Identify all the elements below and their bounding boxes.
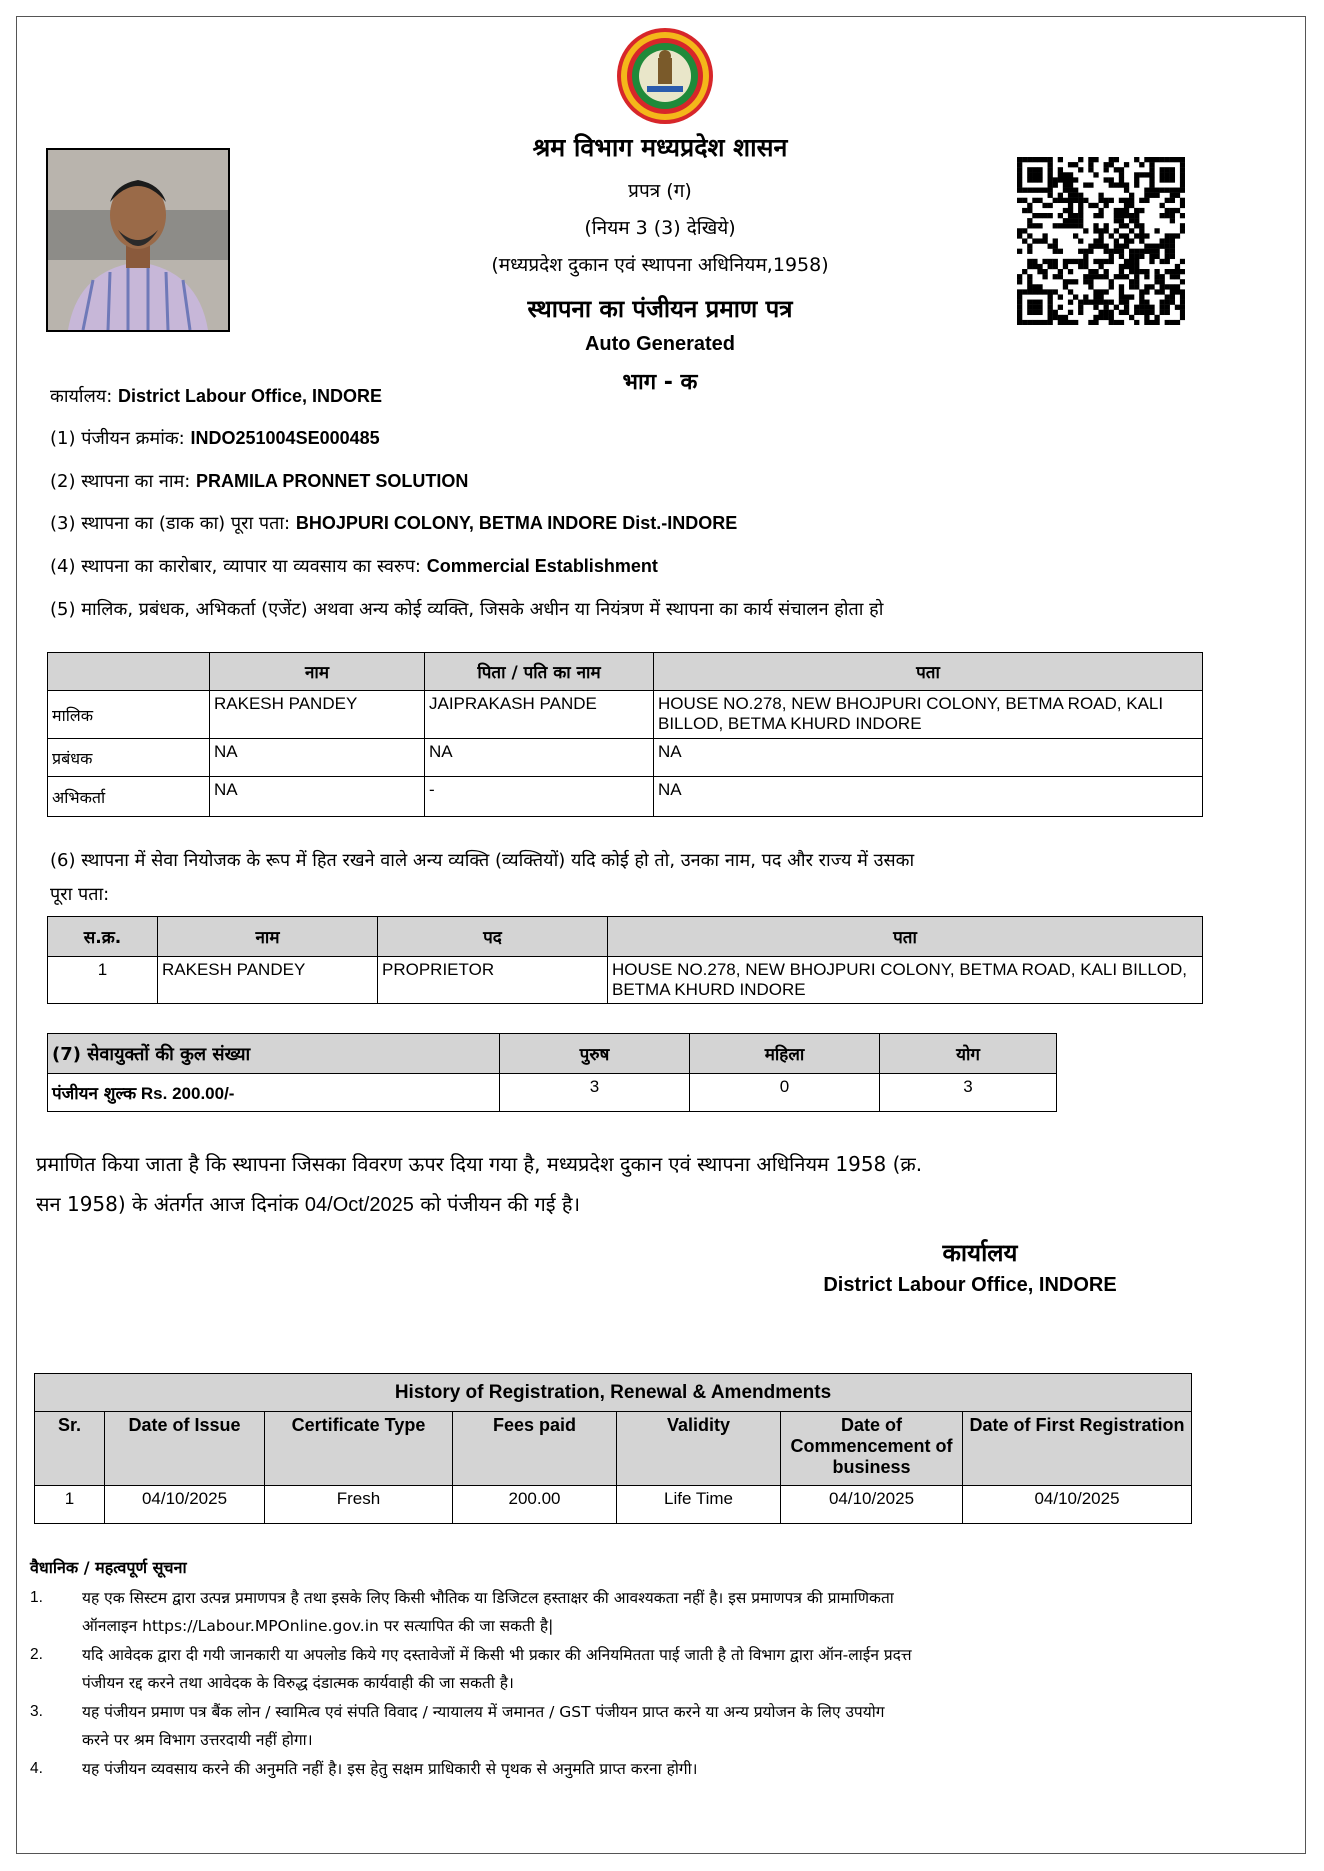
rule-reference: (नियम 3 (3) देखिये) — [584, 217, 736, 239]
registration-date: 04/Oct/2025 — [304, 1194, 414, 1216]
field-address — [50, 511, 737, 535]
notice-line: पंजीयन रद्द करने तथा आवेदक के विरुद्ध दंडात्मक कार्यवाही की जा सकती है। — [82, 1674, 514, 1692]
column-header: योग — [880, 1034, 1057, 1074]
notice-title: वैधानिक / महत्वपूर्ण सूचना — [30, 1558, 187, 1577]
column-header: पुरुष — [500, 1034, 690, 1074]
field-value: INDO251004SE000485 — [190, 428, 380, 448]
mp-government-emblem — [610, 26, 720, 126]
total-count: 3 — [880, 1074, 1057, 1112]
notice-text — [82, 1698, 1212, 1754]
department-title: श्रम विभाग मध्यप्रदेश शासन — [532, 133, 788, 162]
table-cell: Fresh — [265, 1486, 453, 1524]
field-responsible-persons — [50, 597, 883, 621]
form-number: प्रपत्र (ग) — [628, 180, 692, 202]
field-value: Commercial Establishment — [426, 556, 658, 576]
certificate-title: स्थापना का पंजीयन प्रमाण पत्र — [527, 295, 793, 323]
table-cell: RAKESH PANDEY — [158, 957, 378, 1004]
notice-line: यह पंजीयन प्रमाण पत्र बैंक लोन / स्वामित्व एवं संपति विवाद / न्यायालय में जमानत / GST पंजीयन प्राप्त करने या अन्य प्रयोजन के लिए उपयोग — [82, 1703, 885, 1721]
notice-item — [30, 1755, 1230, 1785]
field-label: (3) स्थापना का (डाक का) पूरा पता: — [50, 513, 291, 534]
column-header: नाम — [158, 917, 378, 957]
field-business-type — [50, 554, 658, 578]
certification-text: को पंजीयन की गई है। — [413, 1192, 581, 1216]
column-header: Date of Issue — [105, 1412, 265, 1486]
notice-line: यदि आवेदक द्वारा दी गयी जानकारी या अपलोड किये गए दस्तावेजों में किसी भी प्रकार की अनियमितता पाई जाती है तो विभाग द्वारा ऑन-लाईन प्रदत्त — [82, 1646, 912, 1664]
table-cell: NA — [654, 739, 1203, 777]
office-label: कार्यालय: — [50, 386, 113, 407]
column-header — [48, 653, 210, 691]
act-reference: (मध्यप्रदेश दुकान एवं स्थापना अधिनियम,1958) — [491, 254, 829, 276]
certification-line-1: प्रमाणित किया जाता है कि स्थापना जिसका विवरण ऊपर दिया गया है, मध्यप्रदेश दुकान एवं स्थापना अधिनियम 1958 (क्र. — [36, 1152, 923, 1176]
field-label: (2) स्थापना का नाम: — [50, 471, 191, 492]
field-label: (4) स्थापना का कारोबार, व्यापार या व्यवसाय का स्वरुप: — [50, 556, 422, 577]
table-cell: 04/10/2025 — [963, 1486, 1192, 1524]
office-line — [50, 384, 382, 408]
row-label: मालिक — [48, 691, 210, 739]
notice-number: 1. — [30, 1589, 43, 1606]
signature-title: कार्यालय — [942, 1239, 1018, 1267]
field-establishment-name — [50, 469, 468, 493]
row-label: प्रबंधक — [48, 739, 210, 777]
owners-table — [47, 652, 1203, 817]
table-cell: PROPRIETOR — [378, 957, 608, 1004]
column-header: Fees paid — [453, 1412, 617, 1486]
verification-qr-code — [1017, 157, 1185, 325]
interested-persons-table — [47, 916, 1203, 1004]
column-header: पिता / पति का नाम — [425, 653, 654, 691]
notice-item — [30, 1641, 1230, 1697]
notice-number: 4. — [30, 1760, 43, 1777]
female-count: 0 — [690, 1074, 880, 1112]
column-header: पद — [378, 917, 608, 957]
notice-item — [30, 1698, 1230, 1754]
table-cell: NA — [425, 739, 654, 777]
notice-text — [82, 1641, 1212, 1697]
table-cell: Life Time — [617, 1486, 781, 1524]
notice-line: यह पंजीयन व्यवसाय करने की अनुमति नहीं है। इस हेतु सक्षम प्राधिकारी से पृथक से अनुमति प्राप्त करना होगी। — [82, 1760, 698, 1778]
notice-line: ऑनलाइन https://Labour.MPOnline.gov.in पर सत्यापित की जा सकती है| — [82, 1617, 554, 1635]
notice-number: 3. — [30, 1703, 43, 1720]
notice-text — [82, 1584, 1212, 1640]
employees-table — [47, 1033, 1057, 1112]
history-table — [34, 1373, 1192, 1524]
column-header: नाम — [210, 653, 425, 691]
certification-text: सन 1958) के अंतर्गत आज दिनांक — [36, 1192, 305, 1216]
part-label: भाग - क — [622, 370, 698, 395]
notice-text — [82, 1755, 1212, 1783]
column-header: Sr. — [35, 1412, 105, 1486]
table-cell: NA — [210, 777, 425, 817]
table-cell: NA — [210, 739, 425, 777]
table-row — [48, 739, 1203, 777]
table-cell: JAIPRAKASH PANDE — [425, 691, 654, 739]
table-cell: 04/10/2025 — [105, 1486, 265, 1524]
table-row — [48, 1074, 1057, 1112]
column-header: महिला — [690, 1034, 880, 1074]
employee-count-label: (7) सेवायुक्तों की कुल संख्या — [48, 1034, 500, 1074]
notice-line: यह एक सिस्टम द्वारा उत्पन्न प्रमाणपत्र है तथा इसके लिए किसी भौतिक या डिजिटल हस्ताक्षर की आवश्यकता नहीं है। इस प्रमाणपत्र की प्रामाणिकता — [82, 1589, 894, 1607]
table-row — [48, 691, 1203, 739]
field-label: (5) मालिक, प्रबंधक, अभिकर्ता (एजेंट) अथवा अन्य कोई व्यक्ति, जिसके अधीन या नियंत्रण में स्थापना का कार्य संचालन होता हो — [50, 599, 884, 620]
notice-item — [30, 1584, 1230, 1640]
table-row — [48, 957, 1203, 1004]
fee-value: Rs. 200.00/- — [140, 1084, 235, 1103]
notice-line: करने पर श्रम विभाग उत्तरदायी नहीं होगा। — [82, 1731, 313, 1749]
history-title: History of Registration, Renewal & Amendments — [35, 1374, 1192, 1412]
field-registration-number — [50, 426, 380, 450]
table-cell: 200.00 — [453, 1486, 617, 1524]
column-header: पता — [654, 653, 1203, 691]
column-header: Certificate Type — [265, 1412, 453, 1486]
auto-generated-label: Auto Generated — [584, 333, 736, 355]
male-count: 3 — [500, 1074, 690, 1112]
registration-fee — [48, 1074, 500, 1112]
column-header: पता — [608, 917, 1203, 957]
table-cell: - — [425, 777, 654, 817]
fee-label: पंजीयन शुल्क — [52, 1084, 137, 1104]
column-header: Date of First Registration — [963, 1412, 1192, 1486]
table-cell: 1 — [48, 957, 158, 1004]
signature-office: District Labour Office, INDORE — [823, 1274, 1117, 1296]
table-cell: HOUSE NO.278, NEW BHOJPURI COLONY, BETMA ROAD, KALI BILLOD, BETMA KHURD INDORE — [654, 691, 1203, 739]
column-header: स.क्र. — [48, 917, 158, 957]
section-6-line-1: (6) स्थापना में सेवा नियोजक के रूप में हित रखने वाले अन्य व्यक्ति (व्यक्तियों) यदि कोई हो तो, उनका नाम, पद और राज्य में उसका — [50, 850, 915, 871]
field-value: PRAMILA PRONNET SOLUTION — [196, 471, 469, 491]
table-cell: RAKESH PANDEY — [210, 691, 425, 739]
table-cell: 1 — [35, 1486, 105, 1524]
notice-number: 2. — [30, 1646, 43, 1663]
column-header: Validity — [617, 1412, 781, 1486]
table-row — [48, 777, 1203, 817]
column-header: Date of Commencement of business — [781, 1412, 963, 1486]
table-cell: HOUSE NO.278, NEW BHOJPURI COLONY, BETMA ROAD, KALI BILLOD, BETMA KHURD INDORE — [608, 957, 1203, 1004]
field-label: (1) पंजीयन क्रमांक: — [50, 428, 185, 449]
office-value: District Labour Office, INDORE — [118, 386, 383, 406]
section-6-line-2: पूरा पता: — [50, 884, 110, 905]
field-value: BHOJPURI COLONY, BETMA INDORE Dist.-INDORE — [295, 513, 738, 533]
row-label: अभिकर्ता — [48, 777, 210, 817]
table-row — [35, 1486, 1192, 1524]
table-cell: 04/10/2025 — [781, 1486, 963, 1524]
owner-photo — [46, 148, 230, 332]
certification-line-2 — [36, 1190, 580, 1217]
table-cell: NA — [654, 777, 1203, 817]
